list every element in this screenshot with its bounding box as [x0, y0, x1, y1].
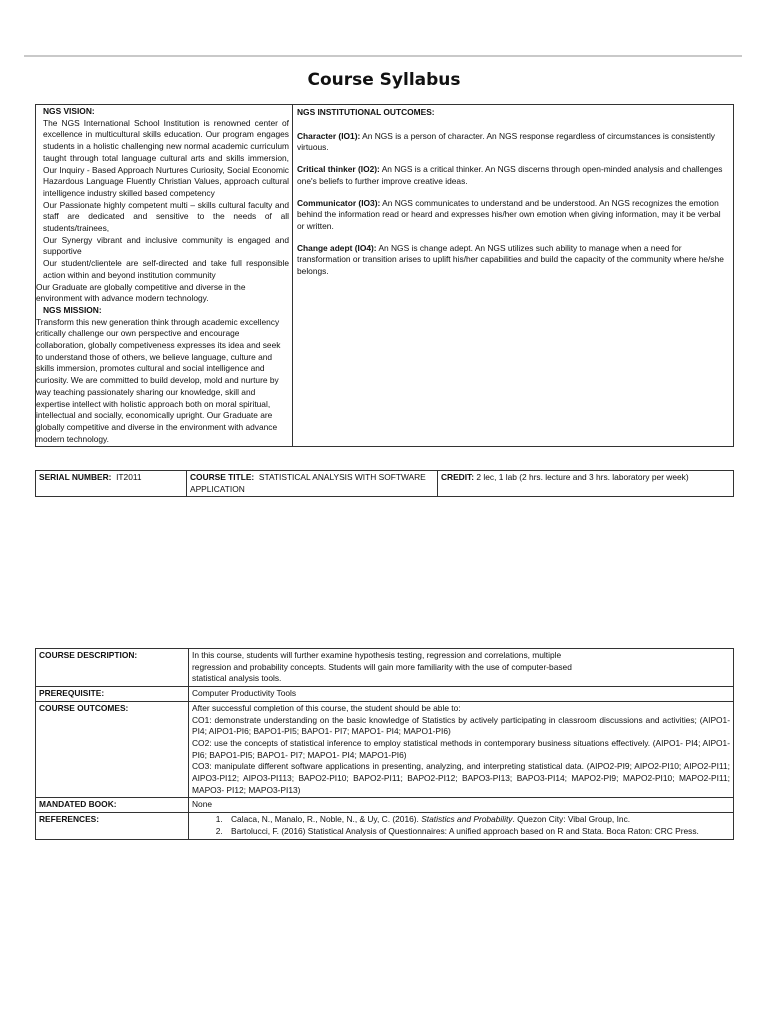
prerequisite-label: PREREQUISITE:: [36, 687, 189, 702]
course-outcome: CO3: manipulate different software applications in presenting, analyzing, and interpreting statistical data. (AIPO2-PI9; AIPO2-PI10; AIPO2-PI11; AIPO3-PI12; AIPO3-PI113; BAPO2-PI10; BAPO2-PI11; BAPO2-PI12; BAPO3-PI13; BAPO3-PI14; MAPO2-PI9; MAPO2-PI10; MAPO2-PI11; MAPO3- PI12; MAPO3-PI13): [192, 761, 730, 795]
course-outcomes-value: [189, 701, 734, 798]
mission-text: Transform this new generation think through academic excellency critically challenge our own perspective and encourage collaboration, globally competiveness expresses its idea and seek to understand those of others, we believe language, culture and skills immersion, promotes cultural and social intelligence and curiosity. We are committed to build develop, mold and nurture by way teaching passionately sharing our knowledge, skill and expertise intellect with holistic approach both on moral spiritual, intellectual and socially, economically upright. Our Graduate are globally competitive and diverse in the environment with advance modern technology.: [36, 316, 281, 444]
vision-line: The NGS International School Institution is renowned center of excellence in multicultural skills education. Our program engages students in a holistic challenging new normal academic curriculum taught through total language cultural arts and skills immersion, Our Inquiry - Based Approach Nurtures Curiosity, Social Economic Hazardous Language Fluently Christian Values, approach cultural intelligence industry skilled based competency: [43, 117, 289, 198]
reference-item: 1. Calaca, N., Manalo, R., Noble, N., & Uy, C. (2016). Statistics and Probability. Quezon City: Vibal Group, Inc.: [225, 814, 730, 826]
mandated-book-value: None: [189, 798, 734, 813]
description-value: In this course, students will further examine hypothesis testing, regression and correlations, multiple regression and probability concepts. Students will gain more familiarity with the use of computer-based statistical analysis tools.: [189, 649, 734, 687]
vision-outcomes-table: [35, 104, 734, 447]
course-title-cell: COURSE TITLE: STATISTICAL ANALYSIS WITH SOFTWARE APPLICATION: [187, 471, 438, 497]
outcome-item: Change adept (IO4): An NGS is change adept. An NGS utilizes such ability to manage when a need for transformation or transition arises to uplift his/her capabilities and build the capacity of the community where he/she belongs.: [297, 242, 724, 277]
references-list: [192, 814, 730, 837]
reference-item: 2. Bartolucci, F. (2016) Statistical Analysis of Questionnaires: A unified approach based on R and Stata. Boca Raton: CRC Press.: [225, 826, 730, 838]
page-title: Course Syllabus: [307, 70, 461, 90]
prerequisite-value: Computer Productivity Tools: [189, 687, 734, 702]
serial-number-cell: SERIAL NUMBER: IT2011: [36, 471, 187, 497]
course-outcomes-label: COURSE OUTCOMES:: [36, 701, 189, 798]
vision-graduate: Our Graduate are globally competitive and diverse in the environment with advance modern technology.: [36, 281, 246, 304]
course-outcome: CO1: demonstrate understanding on the basic knowledge of Statistics by actively participating in classroom discussions and activities; (AIPO1- PI4; AIPO1-PI6; BAPO1-PI5; BAPO1- PI7; MAPO1- PI4; MAPO1-PI6): [192, 714, 730, 737]
references-value: [189, 813, 734, 839]
institutional-outcomes-cell: [293, 105, 734, 447]
top-divider: [24, 55, 742, 57]
outcome-item: Communicator (IO3): An NGS communicates to understand and be understood. An NGS recognizes the emotion behind the information read or heard and expresses his/her own emotion when giving information, may it be verbal or written.: [297, 197, 721, 231]
vision-mission-cell: [36, 105, 293, 447]
course-outcome: CO2: use the concepts of statistical inference to employ statistical methods in contemporary business situations effectively. (AIPO1- PI4; AIPO1-PI6; BAPO1-PI5; BAPO1- PI7; MAPO1- PI4; MAPO1-PI6): [192, 737, 730, 760]
description-label: COURSE DESCRIPTION:: [36, 649, 189, 687]
mission-heading: NGS MISSION:: [43, 304, 102, 315]
mandated-book-label: MANDATED BOOK:: [36, 798, 189, 813]
vision-heading: NGS VISION:: [43, 106, 95, 116]
course-details-table: [35, 648, 734, 840]
outcome-item: Critical thinker (IO2): An NGS is a critical thinker. An NGS discerns through open-minded analysis and challenges one's beliefs to further improve creative ideas.: [297, 164, 723, 186]
vision-line: Our Synergy vibrant and inclusive community is engaged and supportive: [43, 234, 289, 257]
outcome-item: Character (IO1): An NGS is a person of character. An NGS response regardless of circumstances is consistently virtuous.: [297, 130, 715, 153]
vision-line: Our Passionate highly competent multi – skills cultural faculty and staff are dedicated and sensitive to the needs of all students/trainees,: [43, 199, 289, 234]
outcomes-intro: After successful completion of this course, the student should be able to:: [192, 702, 461, 713]
outcomes-heading: NGS INSTITUTIONAL OUTCOMES:: [297, 107, 435, 117]
references-label: REFERENCES:: [36, 813, 189, 839]
course-info-table: [35, 470, 734, 497]
credit-cell: CREDIT: 2 lec, 1 lab (2 hrs. lecture and 3 hrs. laboratory per week): [438, 471, 734, 497]
vision-line: Our student/clientele are self-directed and take full responsible action within and beyond institution community: [43, 258, 289, 280]
